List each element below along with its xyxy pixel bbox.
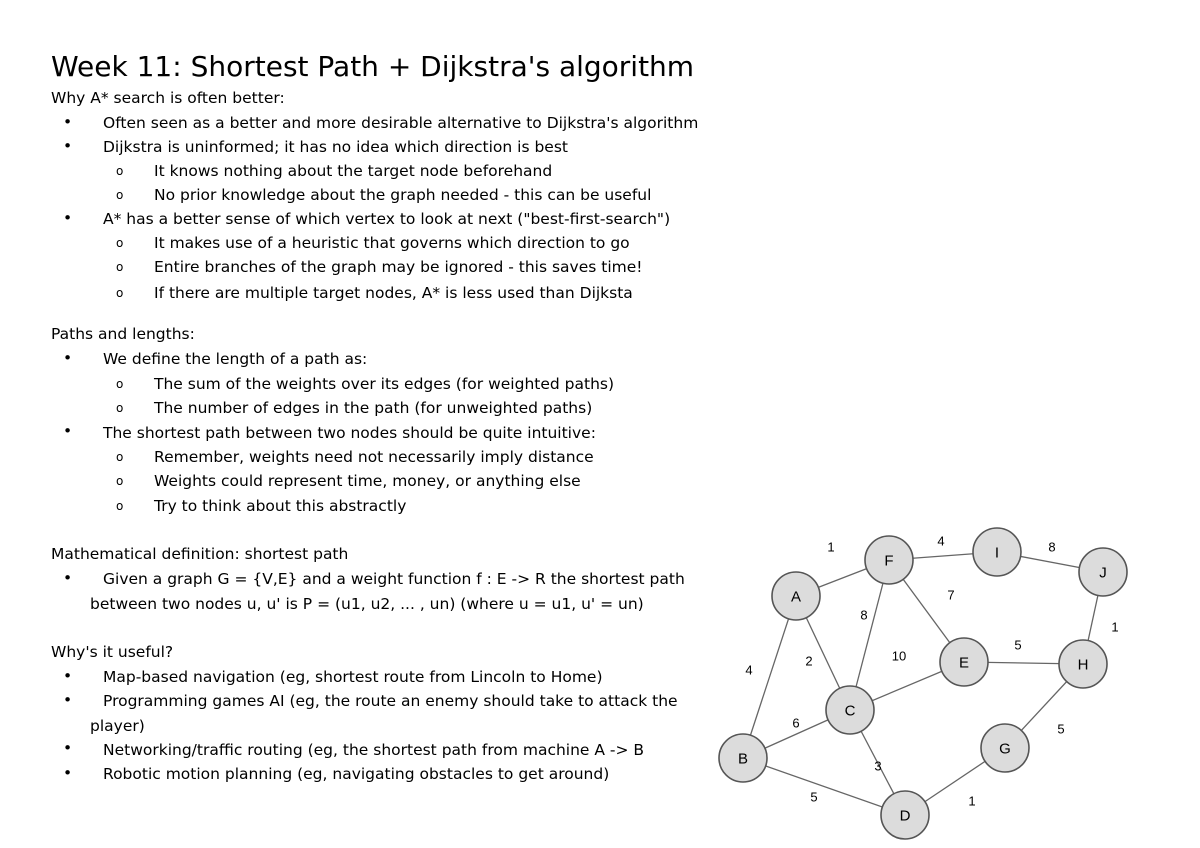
sub-bullet-marker: o [116,450,124,464]
sub-list-item: Try to think about this abstractly [154,497,407,515]
edge-weight-label: 10 [891,648,907,664]
bullet-marker: • [63,209,73,227]
sub-bullet-marker: o [116,286,124,300]
list-item: Networking/traffic routing (eg, the shortest path from machine A -> B [103,741,645,759]
weighted-graph [700,520,1140,840]
edge-weight-label: 2 [805,653,813,669]
page-title: Week 11: Shortest Path + Dijkstra's algorithm [51,50,695,83]
list-item: The shortest path between two nodes should be quite intuitive: [103,424,596,442]
list-item-continuation: player) [90,717,145,735]
list-item: A* has a better sense of which vertex to look at next ("best-first-search") [103,210,671,228]
list-item: Programming games AI (eg, the route an enemy should take to attack the [103,692,678,710]
sub-bullet-marker: o [116,236,124,250]
sub-bullet-marker: o [116,377,124,391]
graph-node-label: I [994,544,1000,562]
graph-node-h [1059,640,1107,688]
edge-weight-label: 4 [937,533,945,549]
graph-node-label: H [1077,656,1089,674]
sub-list-item: Remember, weights need not necessarily imply distance [154,448,594,466]
edge-weight-label: 5 [810,789,818,805]
graph-node-f [865,536,913,584]
graph-node-label: F [884,552,894,570]
edge-weight-label: 5 [1057,721,1065,737]
section-heading-math: Mathematical definition: shortest path [51,545,349,563]
bullet-marker: • [63,569,73,587]
section-heading-astar: Why A* search is often better: [51,89,285,107]
graph-node-label: D [899,807,911,825]
bullet-marker: • [63,422,73,440]
list-item: Robotic motion planning (eg, navigating obstacles to get around) [103,765,610,783]
edge-weight-label: 4 [745,662,753,678]
sub-bullet-marker: o [116,260,124,274]
edge-weight-label: 6 [792,715,800,731]
sub-list-item: It makes use of a heuristic that governs which direction to go [154,234,630,252]
bullet-marker: • [63,349,73,367]
graph-node-label: B [737,750,749,768]
sub-bullet-marker: o [116,164,124,178]
list-item: Given a graph G = {V,E} and a weight function f : E -> R the shortest path [103,570,685,588]
edge-weight-label: 1 [968,793,976,809]
edge-weight-label: 1 [827,539,835,555]
graph-node-d [881,791,929,839]
graph-node-label: A [790,588,802,606]
sub-bullet-marker: o [116,188,124,202]
sub-bullet-marker: o [116,474,124,488]
graph-node-b [719,734,767,782]
graph-nodes [719,528,1127,839]
sub-list-item: The number of edges in the path (for unweighted paths) [154,399,593,417]
bullet-marker: • [63,764,73,782]
sub-list-item: It knows nothing about the target node beforehand [154,162,553,180]
edge-weight-label: 3 [874,758,882,774]
edge-weight-label: 5 [1014,637,1022,653]
graph-node-i [973,528,1021,576]
bullet-marker: • [63,667,73,685]
sub-bullet-marker: o [116,499,124,513]
edge-weight-label: 8 [860,607,868,623]
graph-node-g [981,724,1029,772]
graph-node-label: C [844,702,856,720]
edge-weight-label: 7 [947,587,955,603]
edge-weight-label: 1 [1111,619,1119,635]
sub-bullet-marker: o [116,401,124,415]
list-item: Map-based navigation (eg, shortest route from Lincoln to Home) [103,668,603,686]
sub-list-item: Weights could represent time, money, or anything else [154,472,581,490]
edge-weight-label: 8 [1048,539,1056,555]
sub-list-item: If there are multiple target nodes, A* is less used than Dijksta [154,284,633,302]
graph-node-label: E [958,654,970,672]
bullet-marker: • [63,137,73,155]
bullet-marker: • [63,739,73,757]
graph-node-a [772,572,820,620]
bullet-marker: • [63,113,73,131]
graph-node-c [826,686,874,734]
list-item: We define the length of a path as: [103,350,368,368]
section-heading-useful: Why's it useful? [51,643,174,661]
section-heading-paths: Paths and lengths: [51,325,195,343]
list-item: Dijkstra is uninformed; it has no idea which direction is best [103,138,568,156]
graph-node-j [1079,548,1127,596]
list-item-continuation: between two nodes u, u' is P = (u1, u2, ... , un) (where u = u1, u' = un) [90,595,644,613]
sub-list-item: Entire branches of the graph may be ignored - this saves time! [154,258,643,276]
graph-node-label: G [999,740,1011,758]
sub-list-item: The sum of the weights over its edges (for weighted paths) [154,375,615,393]
graph-node-e [940,638,988,686]
graph-node-label: J [1099,564,1107,582]
bullet-marker: • [63,691,73,709]
sub-list-item: No prior knowledge about the graph needed - this can be useful [154,186,652,204]
list-item: Often seen as a better and more desirable alternative to Dijkstra's algorithm [103,114,699,132]
